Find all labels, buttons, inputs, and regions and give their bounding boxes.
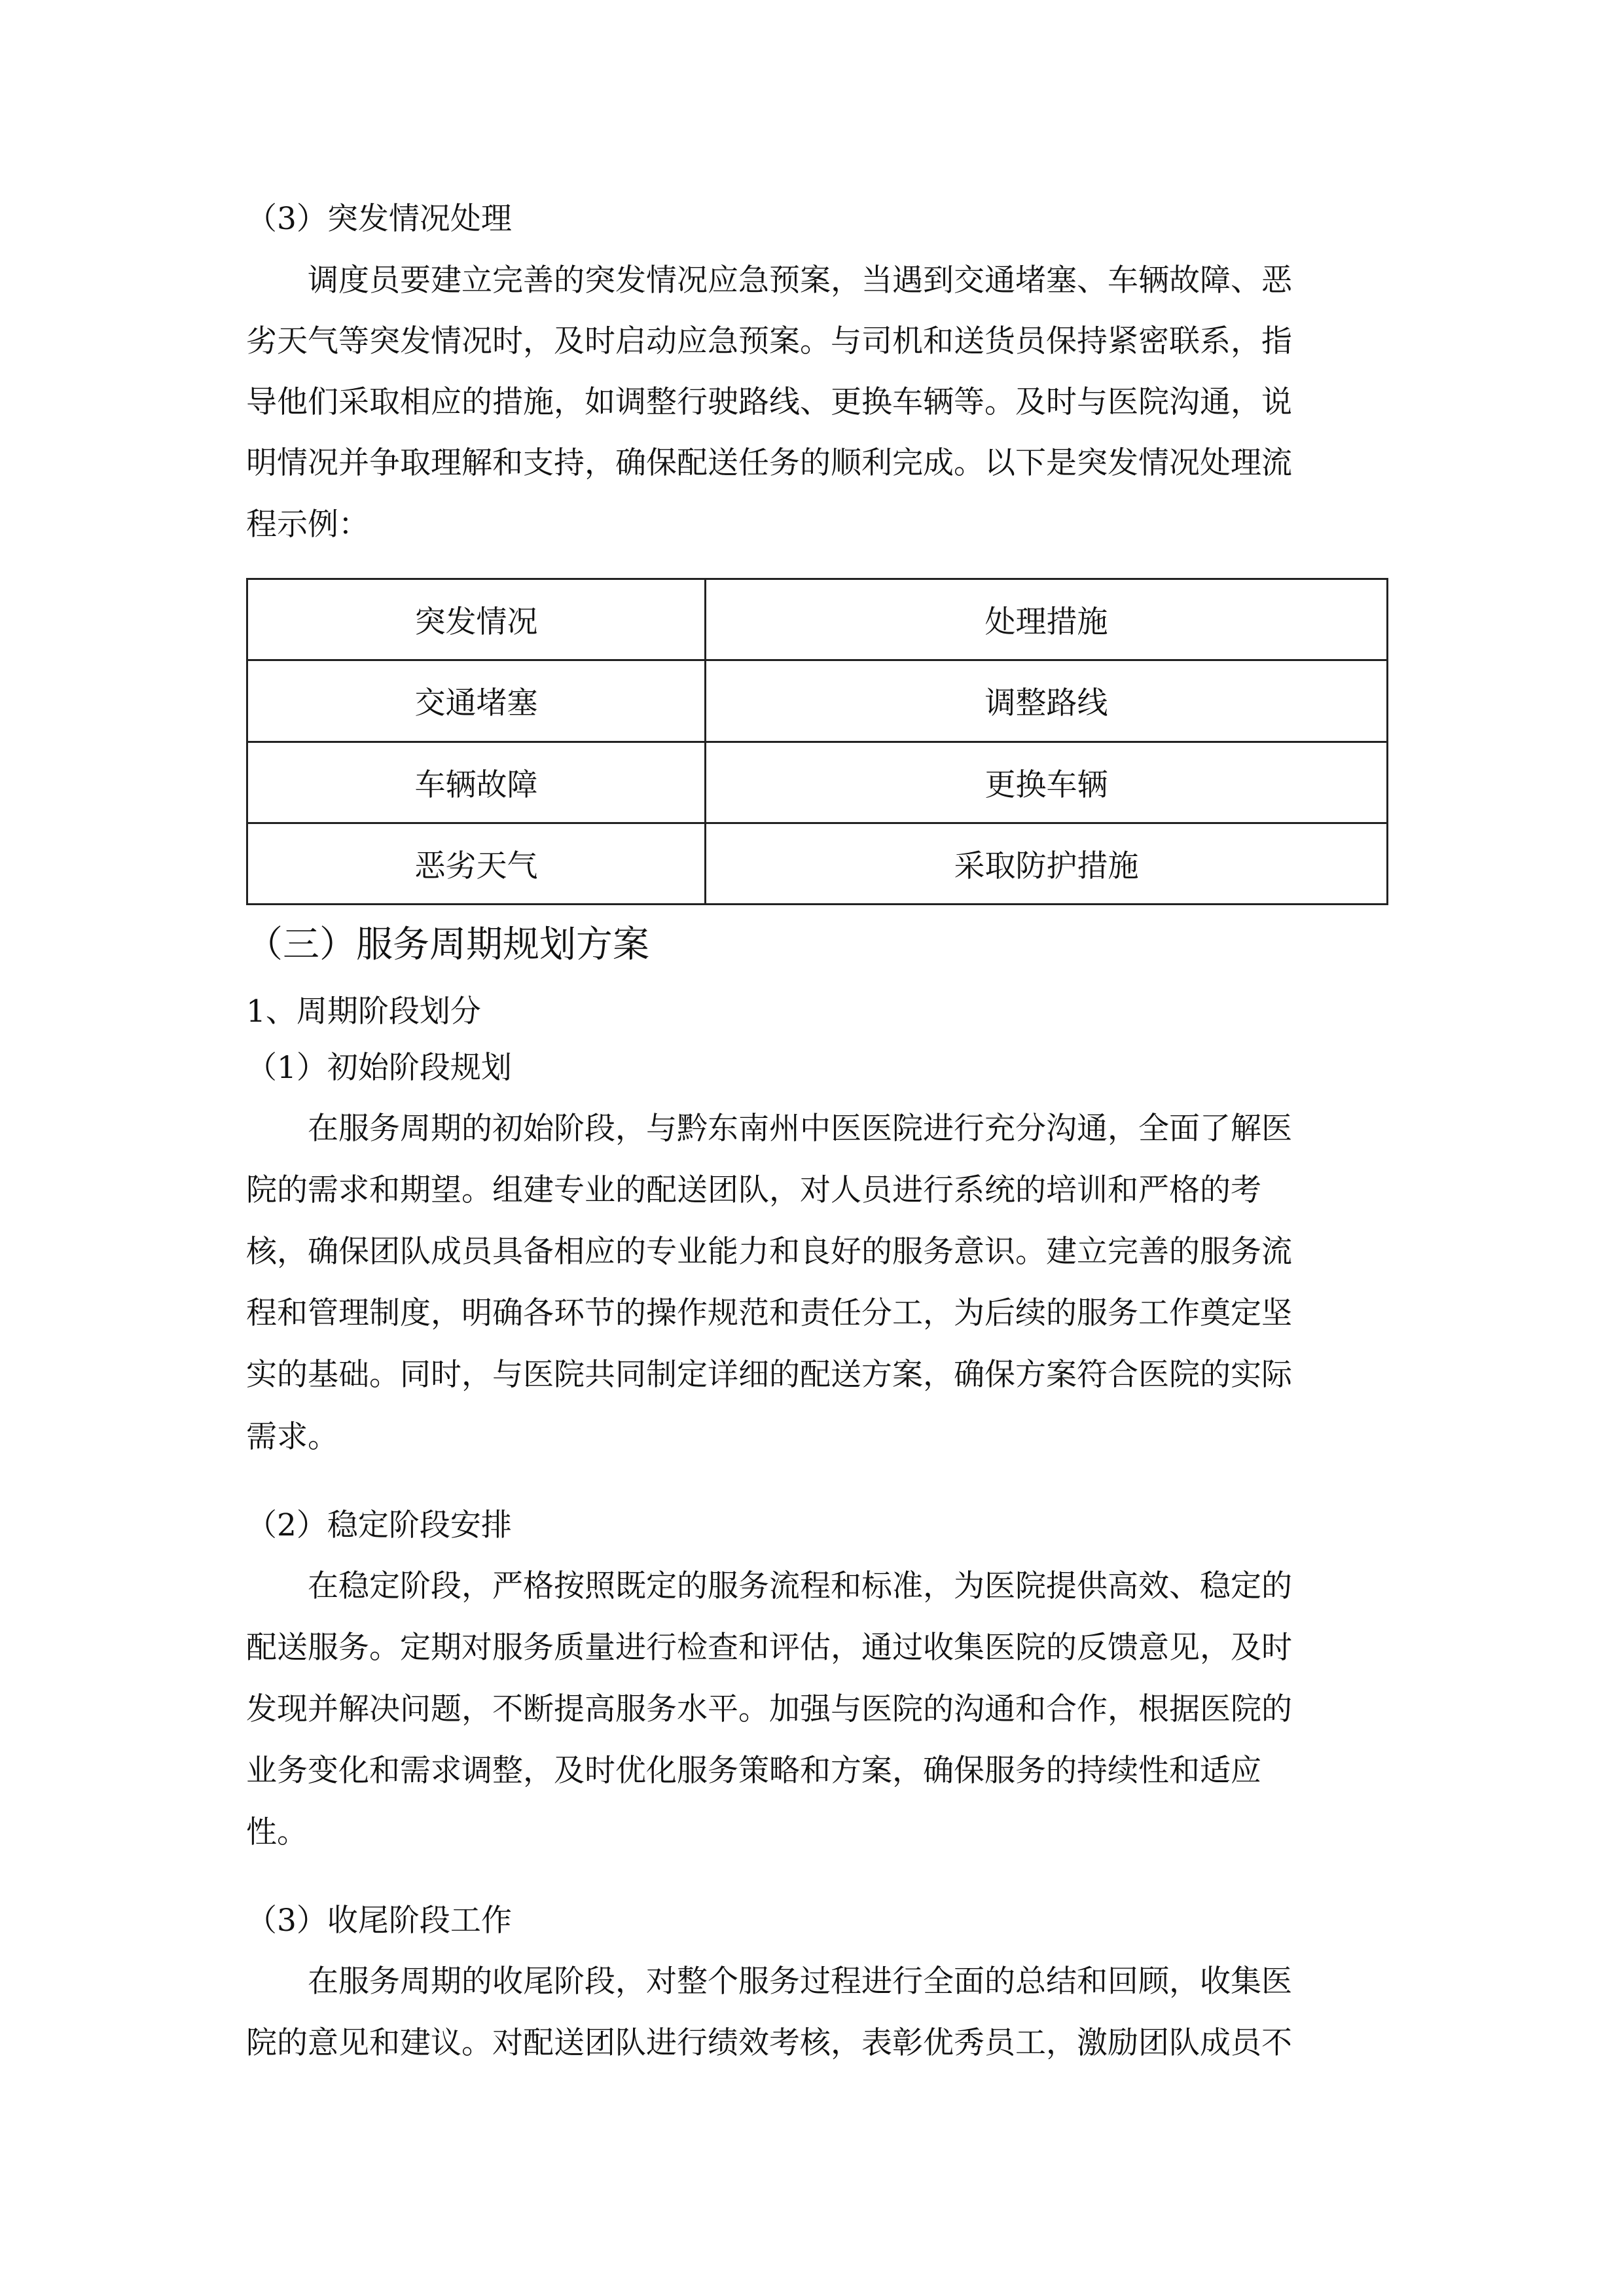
heading-emergency-handling: （3）突发情况处理 — [246, 201, 512, 237]
paragraph-line: 性。 — [246, 1814, 308, 1850]
emergency-handling-table — [246, 578, 1388, 905]
paragraph-line: 实的基础。同时，与医院共同制定详细的配送方案，确保方案符合医院的实际 — [246, 1357, 1292, 1393]
table-row — [247, 742, 1388, 823]
table-cell: 恶劣天气 — [247, 823, 706, 904]
table-cell: 更换车辆 — [706, 742, 1388, 823]
section-title: （三）服务周期规划方案 — [246, 924, 649, 966]
paragraph-line: 在服务周期的初始阶段，与黔东南州中医医院进行充分沟通，全面了解医 — [308, 1111, 1292, 1147]
table-header-row — [247, 579, 1388, 660]
paragraph-line: 劣天气等突发情况时，及时启动应急预案。与司机和送货员保持紧密联系，指 — [246, 323, 1292, 359]
table-cell: 车辆故障 — [247, 742, 706, 823]
paragraph-line: 在服务周期的收尾阶段，对整个服务过程进行全面的总结和回顾，收集医 — [308, 1964, 1292, 2000]
paragraph-line: 院的需求和期望。组建专业的配送团队，对人员进行系统的培训和严格的考 — [246, 1172, 1261, 1208]
paragraph-line: 调度员要建立完善的突发情况应急预案，当遇到交通堵塞、车辆故障、恶 — [308, 262, 1292, 298]
table-header-cell: 突发情况 — [247, 579, 706, 660]
heading-stable-stage: （2）稳定阶段安排 — [246, 1507, 512, 1543]
table-row — [247, 823, 1388, 904]
paragraph-line: 在稳定阶段，严格按照既定的服务流程和标准，为医院提供高效、稳定的 — [308, 1568, 1292, 1604]
table-row — [247, 660, 1388, 742]
paragraph-line: 需求。 — [246, 1419, 338, 1455]
paragraph-line: 发现并解决问题，不断提高服务水平。加强与医院的沟通和合作，根据医院的 — [246, 1691, 1292, 1727]
paragraph-line: 核，确保团队成员具备相应的专业能力和良好的服务意识。建立完善的服务流 — [246, 1234, 1292, 1270]
paragraph-line: 明情况并争取理解和支持，确保配送任务的顺利完成。以下是突发情况处理流 — [246, 445, 1292, 481]
heading-initial-stage: （1）初始阶段规划 — [246, 1050, 512, 1086]
paragraph-line: 程和管理制度，明确各环节的操作规范和责任分工，为后续的服务工作奠定坚 — [246, 1295, 1292, 1331]
table-cell: 交通堵塞 — [247, 660, 706, 742]
table-cell: 采取防护措施 — [706, 823, 1388, 904]
table-cell: 调整路线 — [706, 660, 1388, 742]
paragraph-line: 院的意见和建议。对配送团队进行绩效考核，表彰优秀员工，激励团队成员不 — [246, 2025, 1292, 2061]
paragraph-line: 配送服务。定期对服务质量进行检查和评估，通过收集医院的反馈意见，及时 — [246, 1630, 1292, 1666]
heading-closing-stage: （3）收尾阶段工作 — [246, 1903, 512, 1939]
paragraph-line: 业务变化和需求调整，及时优化服务策略和方案，确保服务的持续性和适应 — [246, 1753, 1261, 1789]
paragraph-line: 导他们采取相应的措施，如调整行驶路线、更换车辆等。及时与医院沟通，说 — [246, 384, 1292, 420]
table-header-cell: 处理措施 — [706, 579, 1388, 660]
heading-stage-division: 1、周期阶段划分 — [246, 994, 481, 1030]
paragraph-line: 程示例： — [246, 507, 369, 543]
